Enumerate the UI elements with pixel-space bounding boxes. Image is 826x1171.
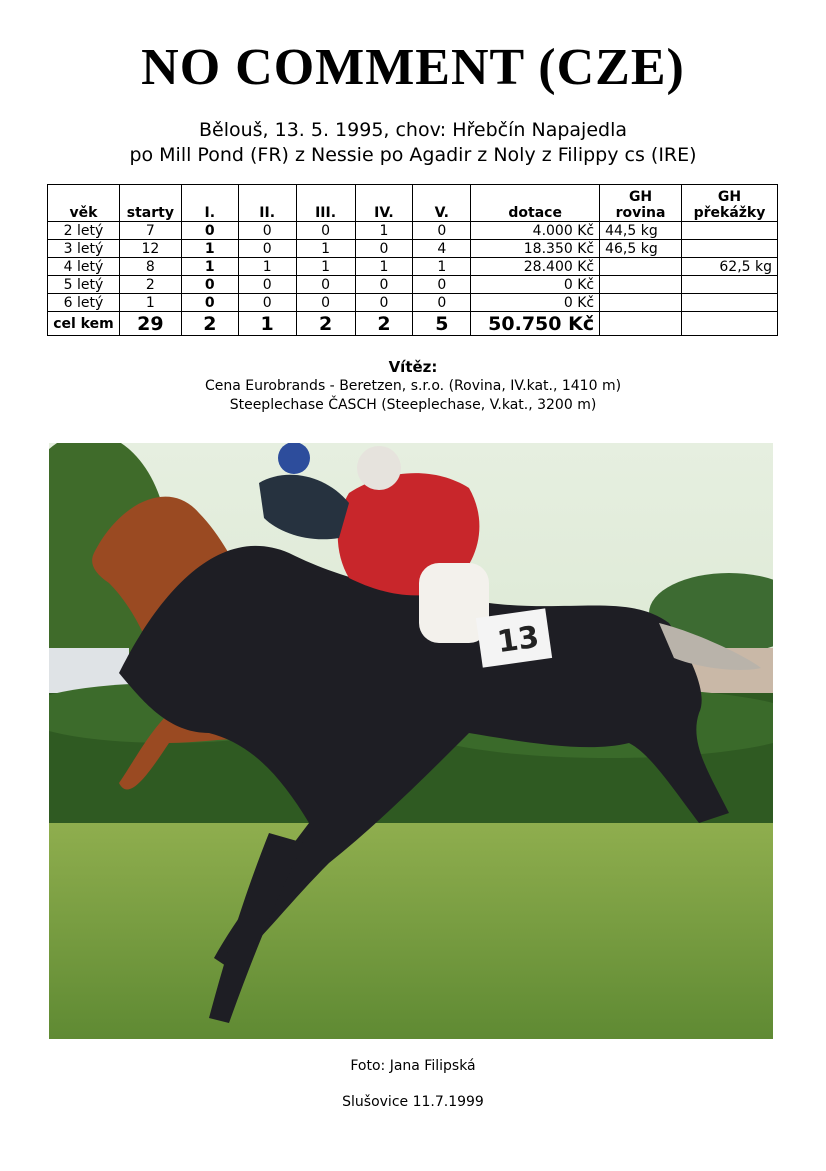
table-cell: 0 <box>355 294 413 312</box>
table-cell: 0 <box>296 294 355 312</box>
table-cell: 2 <box>119 276 181 294</box>
table-cell <box>682 276 778 294</box>
table-row <box>48 258 778 276</box>
photo-place-date: Slušovice 11.7.1999 <box>342 1094 484 1110</box>
page-title: NO COMMENT (CZE) <box>141 39 685 96</box>
steeplechase-photo-image <box>49 443 773 1039</box>
total-cell: cel kem <box>48 312 120 336</box>
table-total-row <box>48 312 778 336</box>
total-cell: 2 <box>181 312 238 336</box>
total-cell: 5 <box>413 312 471 336</box>
table-cell: 3 letý <box>48 240 120 258</box>
table-row <box>48 294 778 312</box>
table-cell: 2 letý <box>48 222 120 240</box>
total-cell: 50.750 Kč <box>471 312 600 336</box>
table-cell: 0 <box>181 276 238 294</box>
table-cell <box>682 294 778 312</box>
table-cell: 0 <box>181 294 238 312</box>
table-cell: 0 <box>413 294 471 312</box>
table-cell: 1 <box>296 240 355 258</box>
table-cell: 4.000 Kč <box>471 222 600 240</box>
table-cell: 0 <box>181 222 238 240</box>
table-row <box>48 240 778 258</box>
table-cell: 1 <box>355 258 413 276</box>
table-cell: 1 <box>119 294 181 312</box>
table-cell: 0 <box>238 294 296 312</box>
table-cell <box>682 240 778 258</box>
table-cell: 1 <box>181 240 238 258</box>
table-cell: 0 <box>413 222 471 240</box>
table-cell: 6 letý <box>48 294 120 312</box>
table-cell: 0 <box>238 276 296 294</box>
col-header: starty <box>119 185 181 222</box>
col-header: GH rovina <box>600 185 682 222</box>
col-header: II. <box>238 185 296 222</box>
table-cell: 12 <box>119 240 181 258</box>
table-cell: 0 <box>238 222 296 240</box>
table-cell: 62,5 kg <box>682 258 778 276</box>
table-cell: 0 <box>413 276 471 294</box>
table-cell: 1 <box>296 258 355 276</box>
table-cell: 46,5 kg <box>600 240 682 258</box>
winning-race-1: Cena Eurobrands - Beretzen, s.r.o. (Rovina, IV.kat., 1410 m) <box>204 378 622 394</box>
table-cell <box>600 294 682 312</box>
table-cell <box>600 276 682 294</box>
winner-heading: Vítěz: <box>388 358 438 376</box>
table-cell: 7 <box>119 222 181 240</box>
table-cell: 44,5 kg <box>600 222 682 240</box>
table-cell: 0 <box>296 276 355 294</box>
total-cell: 29 <box>119 312 181 336</box>
horse-pedigree: po Mill Pond (FR) z Nessie po Agadir z Noly z Filippy cs (IRE) <box>129 144 697 166</box>
table-cell: 0 <box>238 240 296 258</box>
table-cell: 4 <box>413 240 471 258</box>
col-header: IV. <box>355 185 413 222</box>
table-cell: 0 Kč <box>471 294 600 312</box>
table-cell: 1 <box>238 258 296 276</box>
table-header-row <box>48 185 778 222</box>
table-row <box>48 276 778 294</box>
table-cell: 0 <box>355 240 413 258</box>
table-cell: 0 Kč <box>471 276 600 294</box>
table-cell: 28.400 Kč <box>471 258 600 276</box>
race-photo <box>49 443 773 1039</box>
total-cell: 2 <box>296 312 355 336</box>
col-header: GH překážky <box>682 185 778 222</box>
total-cell <box>682 312 778 336</box>
table-cell: 1 <box>355 222 413 240</box>
table-cell: 0 <box>296 222 355 240</box>
total-cell: 2 <box>355 312 413 336</box>
col-header: III. <box>296 185 355 222</box>
photo-credit: Foto: Jana Filipská <box>350 1058 476 1074</box>
table-cell: 1 <box>413 258 471 276</box>
col-header: věk <box>48 185 120 222</box>
total-cell <box>600 312 682 336</box>
table-cell: 1 <box>181 258 238 276</box>
table-cell: 4 letý <box>48 258 120 276</box>
table-cell: 18.350 Kč <box>471 240 600 258</box>
table-cell <box>600 258 682 276</box>
table-cell: 8 <box>119 258 181 276</box>
saddle-number: 13 <box>495 619 542 661</box>
winning-race-2: Steeplechase ČASCH (Steeplechase, V.kat., 3200 m) <box>229 397 597 413</box>
horse-details: Bělouš, 13. 5. 1995, chov: Hřebčín Napajedla <box>198 119 627 141</box>
total-cell: 1 <box>238 312 296 336</box>
table-cell: 0 <box>355 276 413 294</box>
table-row <box>48 222 778 240</box>
table-cell <box>682 222 778 240</box>
col-header: V. <box>413 185 471 222</box>
race-record-table <box>47 184 778 336</box>
table-cell: 5 letý <box>48 276 120 294</box>
col-header: dotace <box>471 185 600 222</box>
col-header: I. <box>181 185 238 222</box>
